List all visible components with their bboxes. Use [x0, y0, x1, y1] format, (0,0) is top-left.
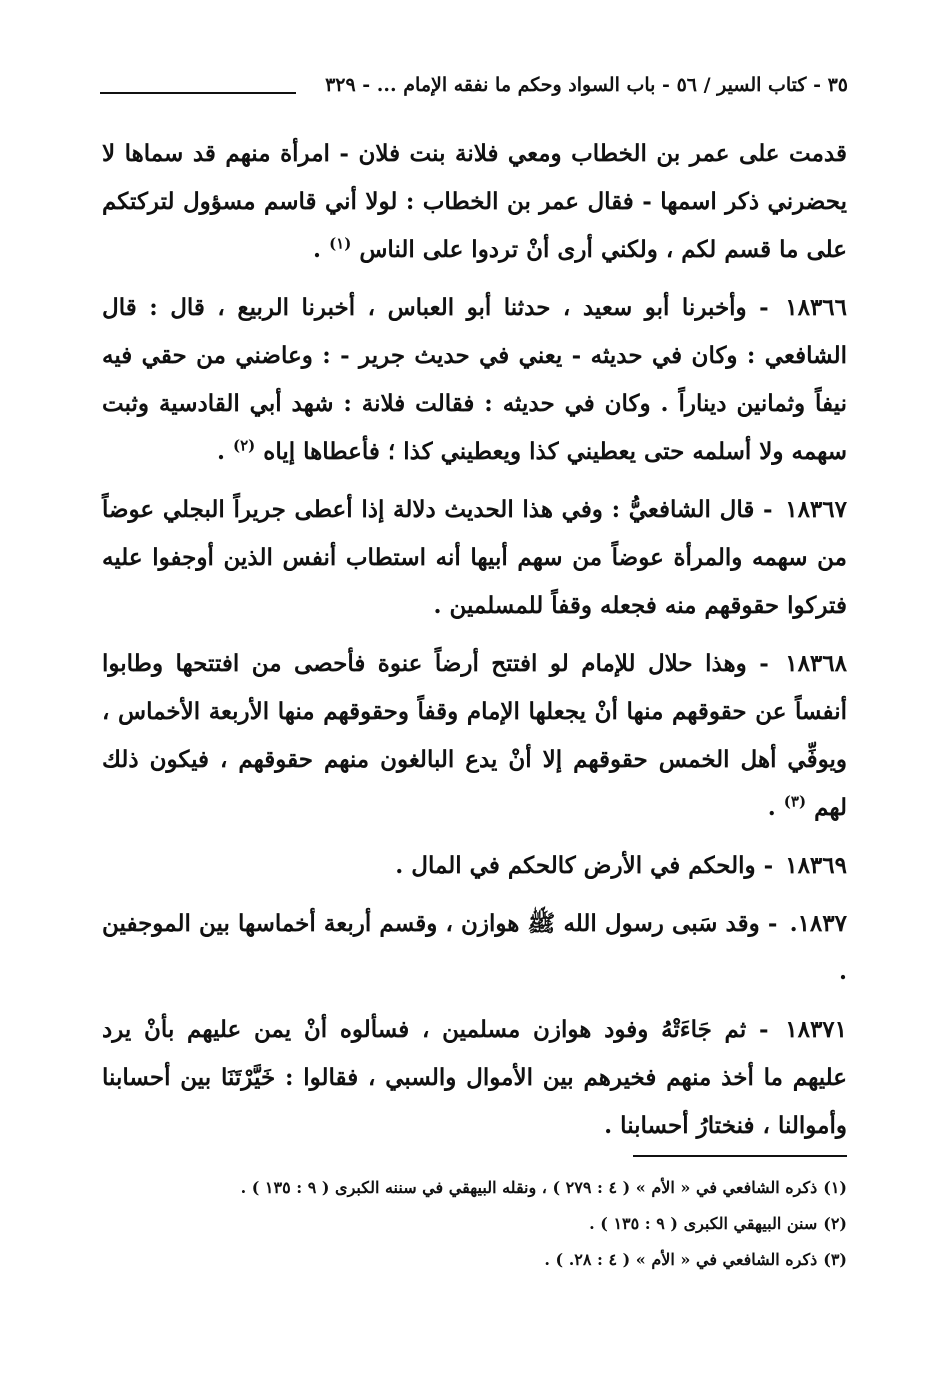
paragraph-18367: ١٨٣٦٧ - قال الشافعيُّ : وفي هذا الحديث دلالة إذا أعطى جريراً البجلي عوضاً من سهمه والمرأة عوضاً من سهم أبيها أنه استطاب أنفس الذين أوجفوا عليه فتركوا حقوقهم منه فجعله وقفاً للمسلمين .: [102, 496, 847, 619]
footnote-number: (٢): [823, 1214, 847, 1233]
paragraph-text: وقد سَبى رسول الله ﷺ هوازن ، وقسم أربعة أخماسها بين الموجفين .: [102, 910, 847, 985]
footnote-reference: (٣): [783, 792, 807, 811]
footnotes: [90, 1170, 847, 1278]
paragraph-number: ١٨٣٦٦: [785, 294, 848, 321]
footnote-text: سنن البيهقي الكبرى ( ٩ : ١٣٥ ) .: [589, 1214, 818, 1233]
paragraph-tail: .: [216, 438, 233, 465]
footnote-number: (١): [823, 1178, 847, 1197]
paragraph-text: وأخبرنا أبو سعيد ، حدثنا أبو العباس ، أخبرنا الربيع ، قال : قال الشافعي : وكان في حديثه - يعني في حديث جرير - : وعاضني من حقي فيه نيفاً وثمانين ديناراً . وكان في حديثه : فقالت فلانة : شهد أبي القادسية وثبت سهمه ولا أسلمه حتى يعطيني كذا ويعطيني كذا ؛ فأعطاها إياه: [102, 294, 847, 465]
footnote-separator: [633, 1155, 847, 1157]
footnote-reference: (١): [329, 234, 352, 253]
paragraph-text: وهذا حلال للإمام لو افتتح أرضاً عنوة فأحصى من افتتحها وطابوا أنفساً عن حقوقهم منها أنْ يجعلها الإمام وقفاً وحقوقهم منها الأربعة الأخماس ، ويوفِّي أهل الخمس حقوقهم إلا أنْ يدع البالغون منهم حقوقهم ، فيكون ذلك لهم: [102, 650, 847, 821]
paragraph-number: ١٨٣٧.: [789, 910, 847, 937]
footnote-number: (٣): [823, 1250, 847, 1269]
paragraph-tail: .: [313, 236, 330, 263]
paragraph-18368: ١٨٣٦٨ - وهذا حلال للإمام لو افتتح أرضاً عنوة فأحصى من افتتحها وطابوا أنفساً عن حقوقهم منها أنْ يجعلها الإمام وقفاً وحقوقهم منها الأربعة الأخماس ، ويوفِّي أهل الخمس حقوقهم إلا أنْ يدع البالغون منهم حقوقهم ، فيكون ذلك لهم $^{(٣)}$ .: [102, 650, 847, 821]
paragraph-18369: ١٨٣٦٩ - والحكم في الأرض كالحكم في المال .: [395, 852, 847, 879]
paragraph-text: قال الشافعيُّ : وفي هذا الحديث دلالة إذا أعطى جريراً البجلي عوضاً من سهمه والمرأة عوضاً من سهم أبيها أنه استطاب أنفس الذين أوجفوا عليه فتركوا حقوقهم منه فجعله وقفاً للمسلمين .: [102, 496, 847, 619]
page-header: [100, 62, 848, 106]
footnote-2: [90, 1206, 847, 1242]
paragraph-tail: .: [767, 794, 784, 821]
paragraph-number: ١٨٣٧١: [785, 1016, 848, 1043]
paragraph-text: قدمت على عمر بن الخطاب ومعي فلانة بنت فلان - امرأة منهم قد سماها لا يحضرني ذكر اسمها - فقال عمر بن الخطاب : لولا أني قاسم مسؤول لتركتكم على ما قسم لكم ، ولكني أرى أنْ تردوا على الناس: [102, 140, 847, 263]
paragraph-number: ١٨٣٦٧: [785, 496, 847, 523]
footnote-reference: (٢): [233, 436, 256, 455]
paragraph-number: ١٨٣٦٩: [785, 852, 847, 879]
paragraph-number: ١٨٣٦٨: [785, 650, 847, 677]
running-title: ٣٥ - كتاب السير / ٥٦ - باب السواد وحكم ما نفقه الإمام ... - ٣٢٩: [325, 74, 848, 96]
paragraph-text: والحكم في الأرض كالحكم في المال .: [395, 852, 756, 879]
header-rule: [100, 92, 296, 94]
paragraph-18370: ١٨٣٧. - وقد سَبى رسول الله ﷺ هوازن ، وقسم أربعة أخماسها بين الموجفين .: [102, 910, 847, 985]
paragraph-continuation: [102, 130, 847, 274]
footnote-3: [90, 1242, 847, 1278]
paragraph-18366: ١٨٣٦٦ - وأخبرنا أبو سعيد ، حدثنا أبو العباس ، أخبرنا الربيع ، قال : قال الشافعي : وكان في حديثه - يعني في حديث جرير - : وعاضني من حقي فيه نيفاً وثمانين ديناراً . وكان في حديثه : فقالت فلانة : شهد أبي القادسية وثبت سهمه ولا أسلمه حتى يعطيني كذا ويعطيني كذا ؛ فأعطاها إياه $^{(٢)}$ .: [102, 294, 848, 465]
footnote-1: [90, 1170, 847, 1206]
paragraph-18371: ١٨٣٧١ - ثم جَاءَتْهُ وفود هوازن مسلمين ، فسألوه أنْ يمن عليهم بأنْ يرد عليهم ما أخذ منهم فخيرهم بين الأموال والسبي ، فقالوا : خَيَّرْتَنَا بين أحسابنا وأموالنا ، فنختارُ أحسابنا .: [102, 1016, 848, 1139]
paragraph-text: ثم جَاءَتْهُ وفود هوازن مسلمين ، فسألوه أنْ يمن عليهم بأنْ يرد عليهم ما أخذ منهم فخيرهم بين الأموال والسبي ، فقالوا : خَيَّرْتَنَا بين أحسابنا وأموالنا ، فنختارُ أحسابنا .: [102, 1016, 847, 1139]
body-text: [102, 130, 847, 1160]
footnote-text: ذكره الشافعي في « الأم » ( ٤ : ٢٧٩ ) ، ونقله البيهقي في سننه الكبرى ( ٩ : ١٣٥ ) .: [240, 1178, 818, 1197]
footnote-text: ذكره الشافعي في « الأم » ( ٤ : ٢٨. ) .: [544, 1250, 818, 1269]
